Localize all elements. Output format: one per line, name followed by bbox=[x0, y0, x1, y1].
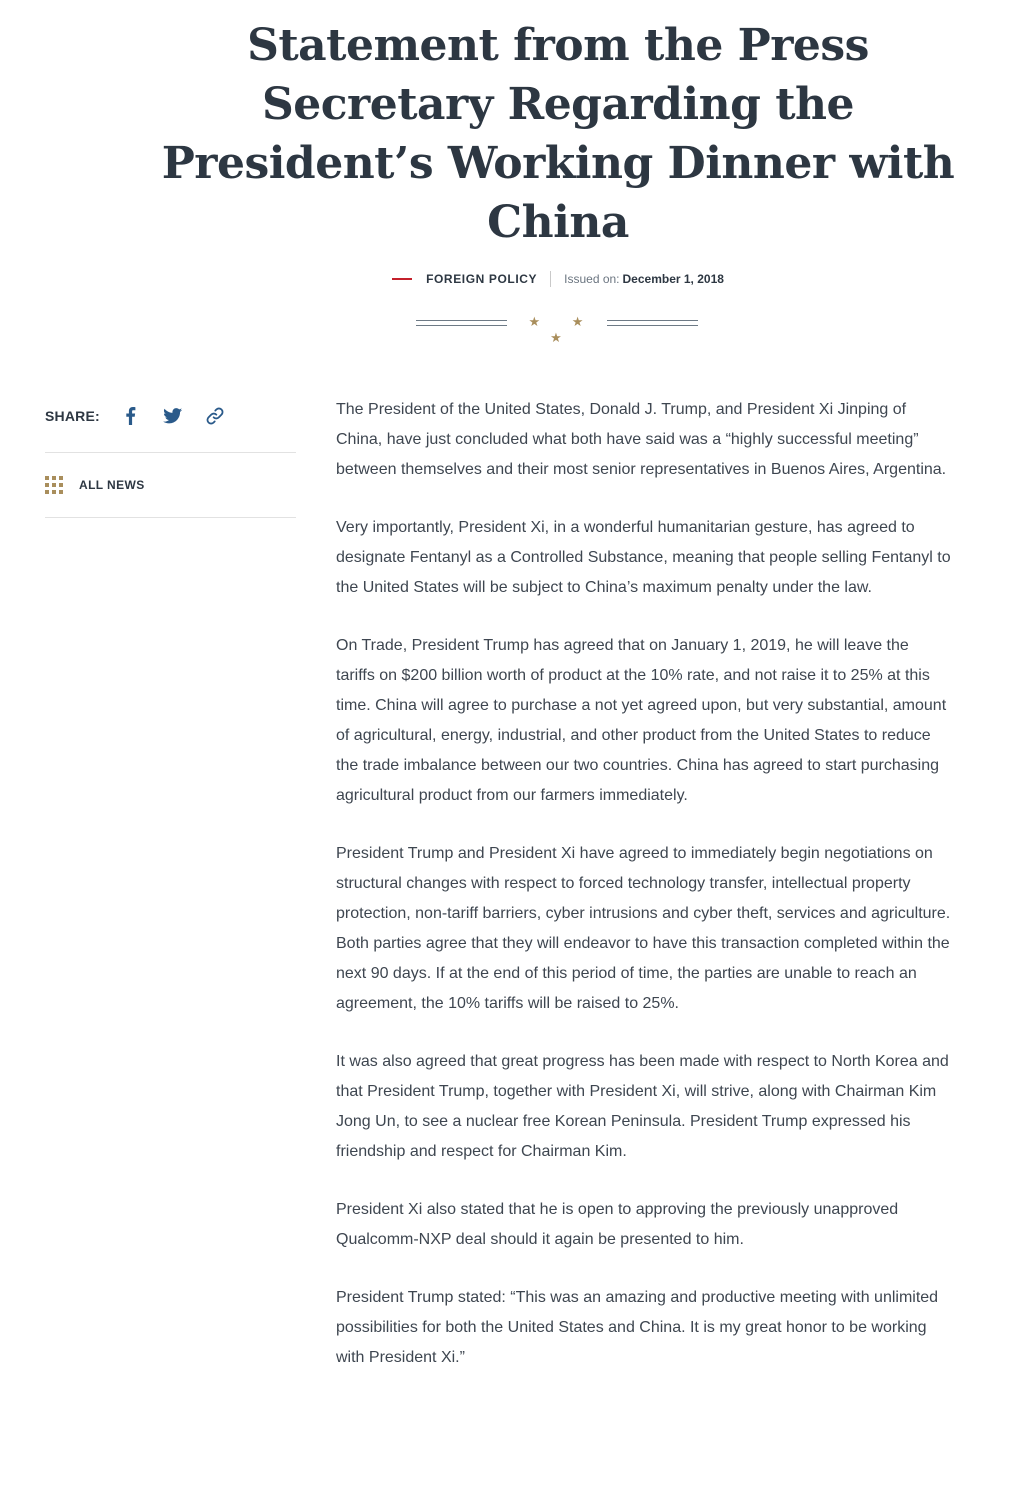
paragraph: On Trade, President Trump has agreed that on January 1, 2019, he will leave the tariffs on $200 billion worth of product at the 10% rate, and not raise it to 25% at this time. China will agree to purchase a not yet agreed upon, but very substantial, amount of agricultural, energy, industrial, and other product from the United States to reduce the trade imbalance between our two countries. China has agreed to start purchasing agricultural product from our farmers immediately. bbox=[336, 637, 947, 804]
issued-label: Issued on: bbox=[564, 272, 620, 286]
paragraph: Very importantly, President Xi, in a wonderful humanitarian gesture, has agreed to designate Fentanyl as a Controlled Substance, meaning that people selling Fentanyl to the United States will be subject to China’s maximum penalty under the law. bbox=[336, 519, 951, 596]
link-icon[interactable] bbox=[204, 405, 226, 427]
grid-icon bbox=[45, 476, 63, 494]
share-row bbox=[45, 398, 296, 453]
share-label: SHARE: bbox=[45, 408, 100, 424]
paragraph: President Trump stated: “This was an amazing and productive meeting with unlimited possibilities for both the United States and China. It is my great honor to be working with President Xi.” bbox=[336, 1289, 939, 1366]
meta-separator bbox=[550, 271, 551, 287]
twitter-icon[interactable] bbox=[162, 405, 184, 427]
star-divider bbox=[416, 314, 698, 345]
sidebar bbox=[45, 398, 296, 518]
page-title: Statement from the Press Secretary Regarding the President’s Working Dinner with China bbox=[161, 20, 955, 248]
article-meta bbox=[0, 271, 1011, 287]
divider-line-right bbox=[607, 320, 698, 326]
all-news-label[interactable]: ALL NEWS bbox=[79, 478, 145, 492]
category-link[interactable]: FOREIGN POLICY bbox=[426, 272, 538, 286]
facebook-icon[interactable] bbox=[120, 405, 142, 427]
paragraph: President Xi also stated that he is open to approving the previously unapproved Qualcomm-NXP deal should it again be presented to him. bbox=[336, 1201, 899, 1248]
issued-date: December 1, 2018 bbox=[622, 272, 724, 286]
paragraph: It was also agreed that great progress has been made with respect to North Korea and that President Trump, together with President Xi, will strive, along with Chairman Kim Jong Un, to see a nuclear free Korean Peninsula. President Trump expressed his friendship and respect for Chairman Kim. bbox=[336, 1053, 949, 1160]
article-body bbox=[336, 395, 952, 1401]
divider-stars: ★ ★ ★ bbox=[528, 314, 598, 345]
paragraph: The President of the United States, Donald J. Trump, and President Xi Jinping of China, have just concluded what both have said was a “highly successful meeting” between themselves and their most senior representatives in Buenos Aires, Argentina. bbox=[336, 401, 947, 478]
divider-line-left bbox=[416, 320, 507, 326]
all-news-link[interactable] bbox=[45, 453, 296, 518]
category-accent-dash bbox=[392, 278, 412, 280]
paragraph: President Trump and President Xi have agreed to immediately begin negotiations on structural changes with respect to forced technology transfer, intellectual property protection, non-tariff barriers, cyber intrusions and cyber theft, services and agriculture. Both parties agree that they will endeavor to have this transaction completed within the next 90 days. If at the end of this period of time, the parties are unable to reach an agreement, the 10% tariffs will be raised to 25%. bbox=[336, 845, 951, 1012]
